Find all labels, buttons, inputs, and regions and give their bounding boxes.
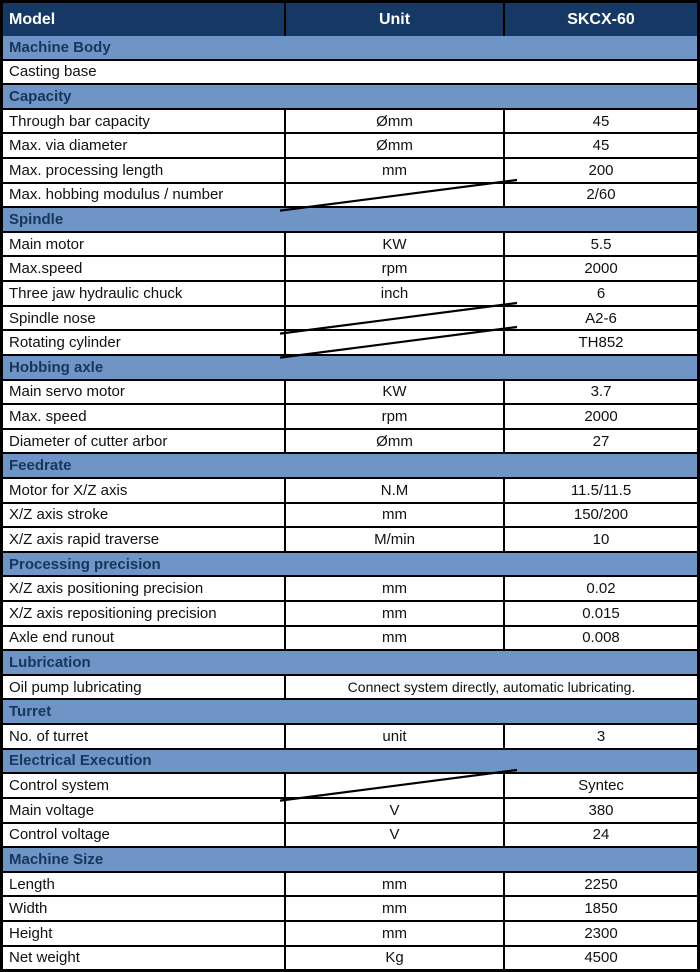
row-unit: mm (284, 627, 503, 650)
row-unit: mm (284, 159, 503, 182)
row-value: 0.015 (503, 602, 697, 625)
table-row (3, 59, 697, 84)
table-row (3, 157, 697, 182)
row-label: Max.speed (9, 260, 83, 278)
na-diagonal-line-icon (280, 770, 517, 801)
table-row (3, 871, 697, 896)
unit-na-diagonal-cell (284, 307, 503, 330)
row-value: TH852 (503, 331, 697, 354)
table-row (3, 502, 697, 527)
table-row (3, 182, 697, 207)
row-unit: mm (284, 602, 503, 625)
row-label: X/Z axis stroke (9, 506, 109, 524)
row-unit: Ømm (284, 134, 503, 157)
row-label: Spindle nose (9, 309, 96, 327)
row-unit: mm (284, 897, 503, 920)
table-row (3, 255, 697, 280)
table-row (3, 108, 697, 133)
row-value: 200 (503, 159, 697, 182)
row-value: 2300 (503, 922, 697, 945)
row-label: Axle end runout (9, 629, 115, 647)
row-value: 3.7 (503, 381, 697, 404)
row-unit: mm (284, 873, 503, 896)
row-label: Main voltage (9, 801, 95, 819)
row-value: 5.5 (503, 233, 697, 256)
row-label: Width (9, 900, 48, 918)
row-label: Main servo motor (9, 383, 125, 401)
row-label: Through bar capacity (9, 112, 150, 130)
row-unit: rpm (284, 257, 503, 280)
row-value: A2-6 (503, 307, 697, 330)
row-value: 27 (503, 430, 697, 453)
table-header-row (3, 3, 697, 36)
row-label: Max. processing length (9, 161, 164, 179)
unit-na-diagonal-cell (284, 331, 503, 354)
row-unit: unit (284, 725, 503, 748)
row-value: 24 (503, 824, 697, 847)
row-value: 150/200 (503, 504, 697, 527)
table-row (3, 280, 697, 305)
table-row (3, 920, 697, 945)
row-value: 45 (503, 134, 697, 157)
row-label: Max. via diameter (9, 137, 128, 155)
table-row (3, 526, 697, 551)
section-header-row: Turret (3, 698, 697, 723)
row-label: No. of turret (9, 727, 89, 745)
row-label: Casting base (9, 63, 97, 81)
row-unit: inch (284, 282, 503, 305)
row-value: 4500 (503, 947, 697, 970)
table-row (3, 822, 697, 847)
row-label: Motor for X/Z axis (9, 481, 128, 499)
row-unit: N.M (284, 479, 503, 502)
row-value: 2/60 (503, 184, 697, 207)
section-header-row: Capacity (3, 83, 697, 108)
row-unit: rpm (284, 405, 503, 428)
row-unit: KW (284, 381, 503, 404)
section-header-row: Spindle (3, 206, 697, 231)
section-header-row: Processing precision (3, 551, 697, 576)
row-value: 10 (503, 528, 697, 551)
row-unit: mm (284, 577, 503, 600)
row-value: 45 (503, 110, 697, 133)
row-value: 380 (503, 799, 697, 822)
row-label: Three jaw hydraulic chuck (9, 284, 183, 302)
table-row (3, 895, 697, 920)
table-row (3, 477, 697, 502)
row-value: 0.008 (503, 627, 697, 650)
column-header-model: Model (9, 10, 56, 28)
row-label: Main motor (9, 235, 85, 253)
table-row (3, 674, 697, 699)
row-label: X/Z axis positioning precision (9, 580, 204, 598)
section-header-row: Machine Size (3, 846, 697, 871)
row-value: 3 (503, 725, 697, 748)
row-value: 2000 (503, 257, 697, 280)
table-row (3, 625, 697, 650)
na-diagonal-line-icon (280, 327, 517, 358)
unit-na-diagonal-cell (284, 774, 503, 797)
section-header-row: Feedrate (3, 452, 697, 477)
table-row (3, 132, 697, 157)
row-unit: M/min (284, 528, 503, 551)
row-label: Diameter of cutter arbor (9, 432, 168, 450)
row-value: 2250 (503, 873, 697, 896)
row-label: Height (9, 924, 53, 942)
row-value: 2000 (503, 405, 697, 428)
table-row (3, 403, 697, 428)
row-label: Max. hobbing modulus / number (9, 186, 224, 204)
row-value: 0.02 (503, 577, 697, 600)
column-header-skcx-60: SKCX-60 (503, 3, 697, 36)
row-value: 6 (503, 282, 697, 305)
row-unit: KW (284, 233, 503, 256)
row-value: 11.5/11.5 (503, 479, 697, 502)
row-label: Length (9, 875, 55, 893)
section-header-row: Machine Body (3, 36, 697, 59)
row-unit: Kg (284, 947, 503, 970)
table-row (3, 428, 697, 453)
table-row (3, 329, 697, 354)
row-label: X/Z axis rapid traverse (9, 530, 160, 548)
row-label: Control voltage (9, 826, 110, 844)
section-header-row: Electrical Execution (3, 748, 697, 773)
row-merged-value: Connect system directly, automatic lubricating. (284, 676, 697, 699)
row-unit: V (284, 824, 503, 847)
row-unit: mm (284, 504, 503, 527)
row-label: Net weight (9, 949, 80, 967)
row-label: Oil pump lubricating (9, 678, 142, 696)
row-label: Max. speed (9, 407, 87, 425)
row-label: Rotating cylinder (9, 334, 121, 352)
table-row (3, 305, 697, 330)
row-value: 1850 (503, 897, 697, 920)
table-row (3, 772, 697, 797)
table-row (3, 797, 697, 822)
section-header-row: Hobbing axle (3, 354, 697, 379)
table-row (3, 575, 697, 600)
row-label: X/Z axis repositioning precision (9, 604, 217, 622)
table-row (3, 231, 697, 256)
na-diagonal-line-icon (280, 303, 517, 334)
unit-na-diagonal-cell (284, 184, 503, 207)
table-row (3, 600, 697, 625)
column-header-unit: Unit (284, 3, 503, 36)
row-unit: Ømm (284, 110, 503, 133)
na-diagonal-line-icon (280, 180, 517, 211)
table-row (3, 379, 697, 404)
row-value: Syntec (503, 774, 697, 797)
row-unit: Ømm (284, 430, 503, 453)
section-header-row: Lubrication (3, 649, 697, 674)
row-unit: V (284, 799, 503, 822)
table-row (3, 723, 697, 748)
table-row (3, 945, 697, 970)
row-unit: mm (284, 922, 503, 945)
row-label: Control system (9, 777, 110, 795)
